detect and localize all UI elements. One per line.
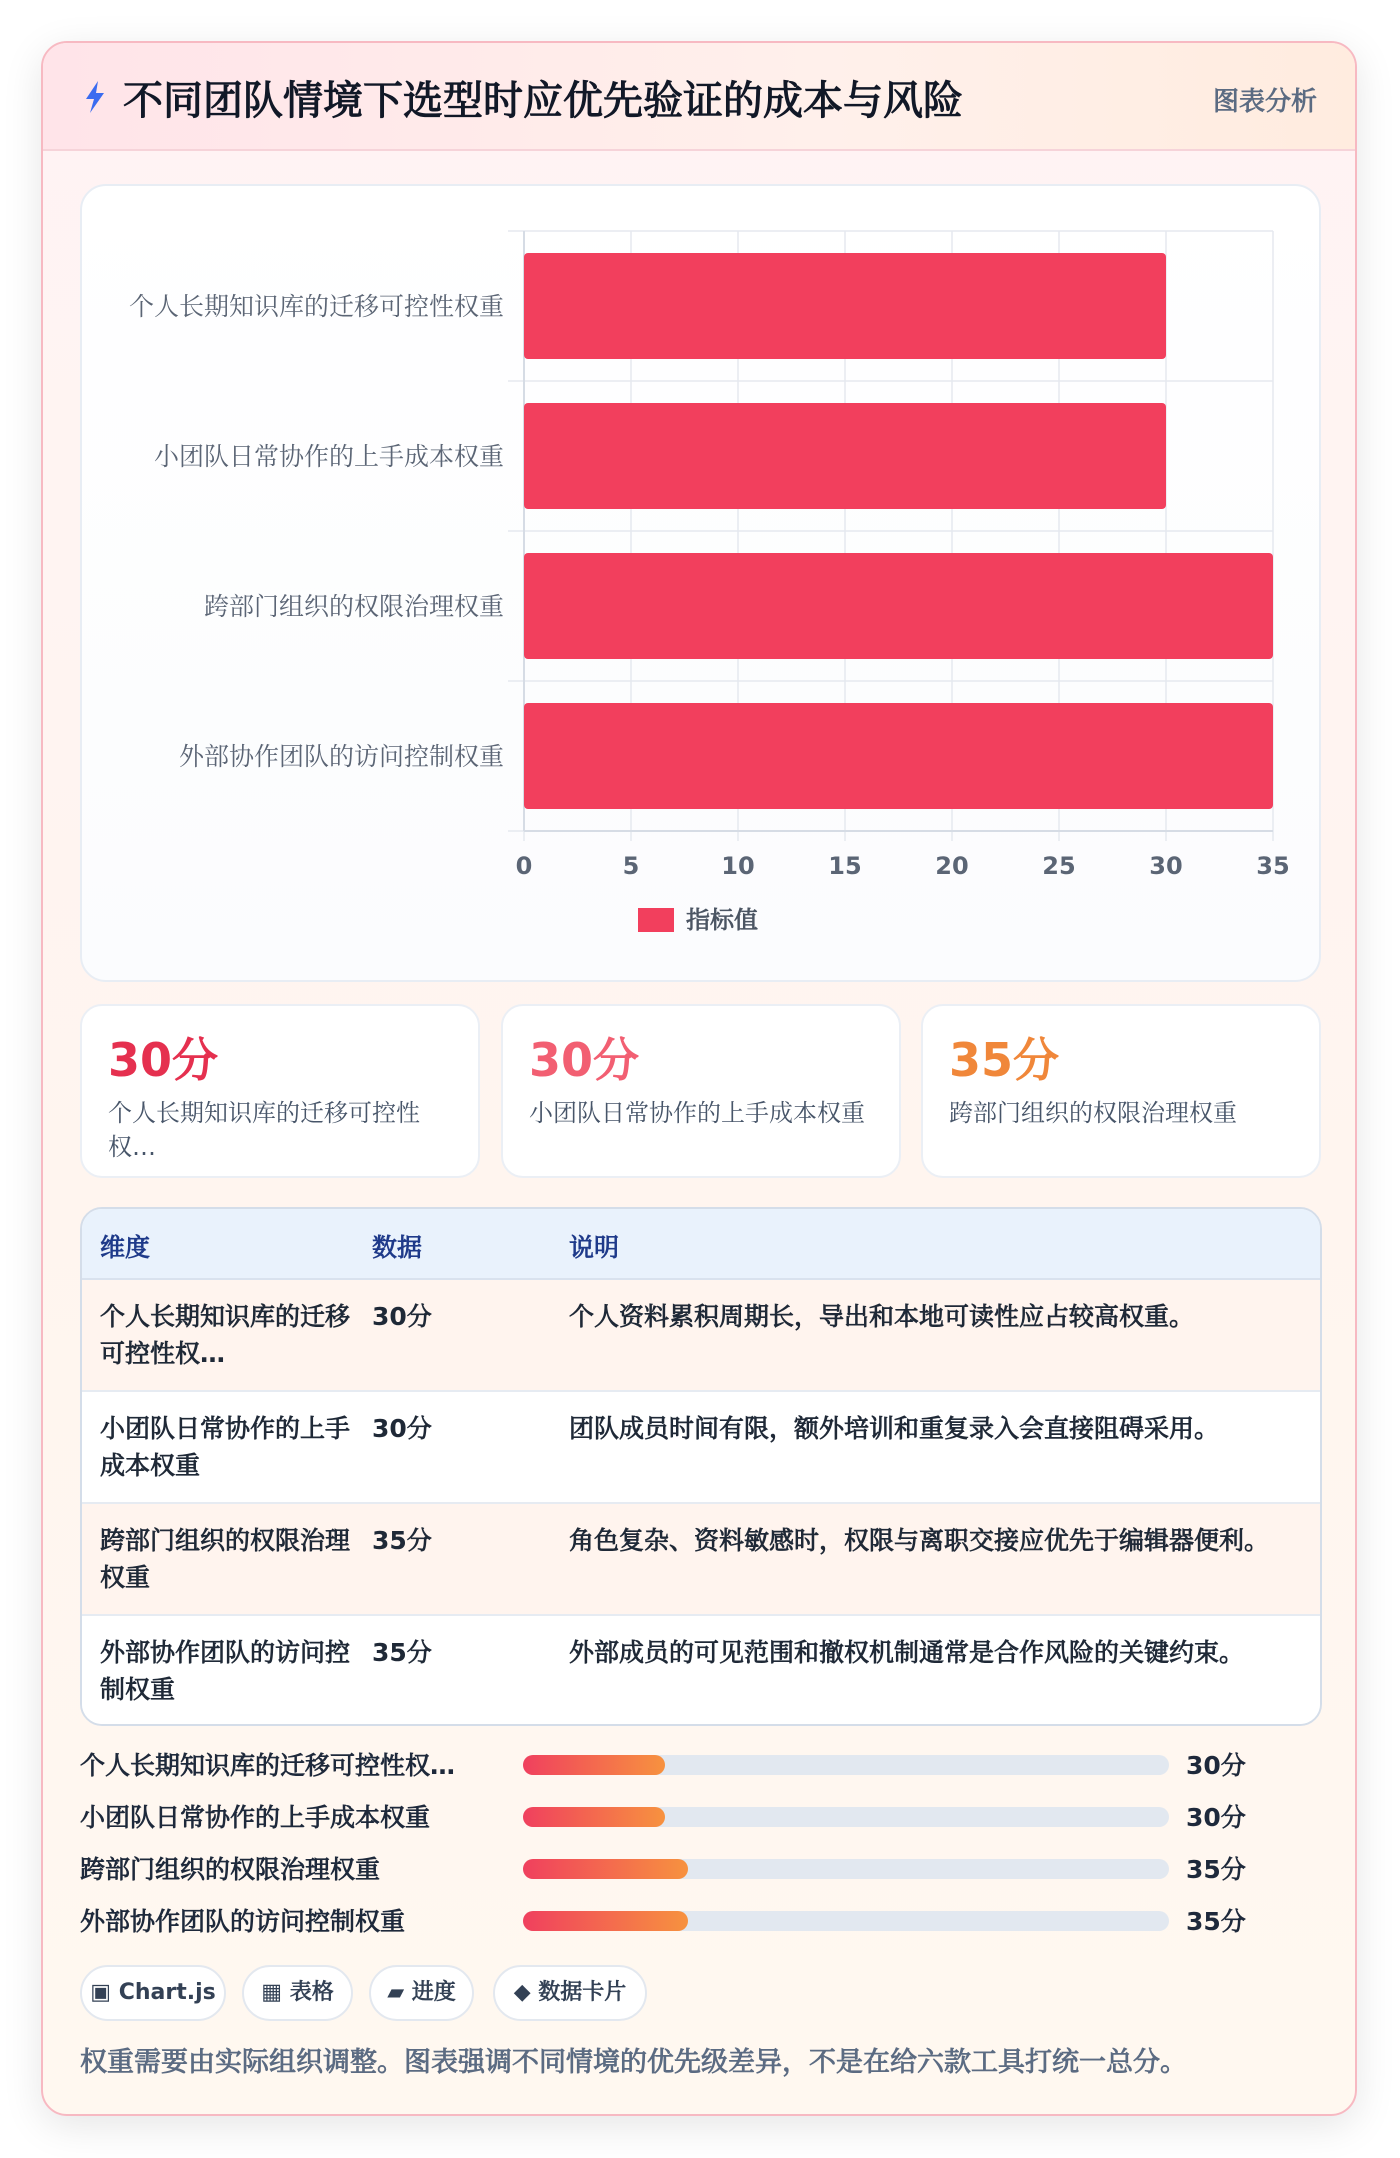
cell-value: 30分: [372, 1302, 432, 1331]
progress-label: 小团队日常协作的上手成本权重: [80, 1803, 431, 1832]
cell-dimension: 小团队日常协作的上手成本权重: [100, 1414, 351, 1480]
legend-label: 指标值: [686, 906, 758, 934]
x-tick-label: 35: [1256, 852, 1290, 880]
stat-label: 个人长期知识库的迁移可控性权…: [108, 1099, 420, 1161]
page-title: 不同团队情境下选型时应优先验证的成本与风险: [123, 78, 963, 124]
chip-data-cards[interactable]: [493, 1965, 647, 2021]
stat-value: 35分: [949, 1033, 1060, 1087]
cell-description: 角色复杂、资料敏感时，权限与离职交接应优先于编辑器便利。: [569, 1526, 1270, 1555]
y-tick-label: 跨部门组织的权限治理权重: [203, 592, 504, 621]
cell-description: 个人资料累积周期长，导出和本地可读性应占较高权重。: [569, 1302, 1195, 1331]
bar: [524, 553, 1273, 659]
stat-label: 小团队日常协作的上手成本权重: [529, 1099, 865, 1127]
cell-dimension: 跨部门组织的权限治理权重: [100, 1526, 351, 1592]
cell-description: 外部成员的可见范围和撤权机制通常是合作风险的关键约束。: [569, 1638, 1245, 1667]
stat-value: 30分: [108, 1033, 219, 1087]
progress-value: 35分: [1186, 1855, 1246, 1884]
table-header: [82, 1209, 1320, 1280]
footnote: 权重需要由实际组织调整。图表强调不同情境的优先级差异，不是在给六款工具打统一总分。: [80, 2047, 1187, 2078]
y-tick-label: 个人长期知识库的迁移可控性权重: [128, 292, 504, 321]
table-row: [82, 1504, 1320, 1616]
progress-value: 35分: [1186, 1907, 1246, 1936]
x-tick-label: 5: [622, 852, 640, 880]
progress-track: [523, 1859, 1169, 1879]
chip-label: Chart.js: [118, 1980, 216, 2005]
y-tick-label: 外部协作团队的访问控制权重: [178, 742, 504, 771]
chip-table[interactable]: [242, 1965, 353, 2021]
diamond-icon: ◆: [513, 1980, 531, 2005]
bar-chart: [82, 186, 1323, 984]
x-tick-label: 30: [1149, 852, 1183, 880]
cell-value: 35分: [372, 1526, 432, 1555]
chip-label: 表格: [289, 1980, 334, 2005]
stat-card-2: [501, 1004, 901, 1178]
data-table: [80, 1207, 1322, 1726]
cell-value: 30分: [372, 1414, 432, 1443]
table-grid-icon: ▦: [261, 1980, 283, 2005]
bar-chart-panel: [80, 184, 1321, 982]
x-tick-label: 0: [515, 852, 533, 880]
cell-value: 35分: [372, 1638, 432, 1667]
x-tick-label: 10: [721, 852, 755, 880]
bar: [524, 703, 1273, 809]
progress-track: [523, 1807, 1169, 1827]
stat-label: 跨部门组织的权限治理权重: [949, 1099, 1237, 1127]
y-tick-label: 小团队日常协作的上手成本权重: [153, 442, 504, 471]
column-header-data: 数据: [372, 1233, 423, 1262]
square-icon: ▣: [90, 1980, 112, 2005]
card-header: [43, 43, 1355, 151]
progress-icon: ▰: [387, 1980, 405, 2005]
x-tick-label: 20: [935, 852, 969, 880]
x-tick-label: 25: [1042, 852, 1076, 880]
progress-value: 30分: [1186, 1751, 1246, 1780]
column-header-description: 说明: [569, 1233, 620, 1262]
progress-fill: [523, 1911, 688, 1931]
cell-dimension: 个人长期知识库的迁移可控性权…: [100, 1302, 351, 1368]
x-tick-label: 15: [828, 852, 862, 880]
stat-value: 30分: [529, 1033, 640, 1087]
progress-label: 个人长期知识库的迁移可控性权…: [80, 1751, 456, 1780]
lightning-bolt-icon: [80, 77, 110, 117]
bar: [524, 253, 1166, 359]
chip-progress[interactable]: [369, 1965, 474, 2021]
progress-fill: [523, 1807, 665, 1827]
chip-label: 进度: [411, 1980, 456, 2005]
progress-track: [523, 1755, 1169, 1775]
progress-value: 30分: [1186, 1803, 1246, 1832]
progress-label: 外部协作团队的访问控制权重: [80, 1907, 406, 1936]
table-row: [82, 1280, 1320, 1392]
chip-chartjs[interactable]: [80, 1965, 226, 2021]
bar: [524, 403, 1166, 509]
stat-card-3: [921, 1004, 1321, 1178]
cell-description: 团队成员时间有限，额外培训和重复录入会直接阻碍采用。: [569, 1414, 1220, 1443]
column-header-dimension: 维度: [100, 1233, 151, 1262]
cell-dimension: 外部协作团队的访问控制权重: [100, 1638, 351, 1704]
chip-label: 数据卡片: [538, 1980, 627, 2005]
progress-fill: [523, 1859, 688, 1879]
legend-swatch: [638, 908, 674, 932]
table-row: [82, 1616, 1320, 1726]
stat-card-1: [80, 1004, 480, 1178]
progress-track: [523, 1911, 1169, 1931]
progress-fill: [523, 1755, 665, 1775]
progress-label: 跨部门组织的权限治理权重: [80, 1855, 381, 1884]
analysis-card: [41, 41, 1357, 2116]
table-row: [82, 1392, 1320, 1504]
chart-analysis-tag: 图表分析: [1212, 87, 1317, 117]
